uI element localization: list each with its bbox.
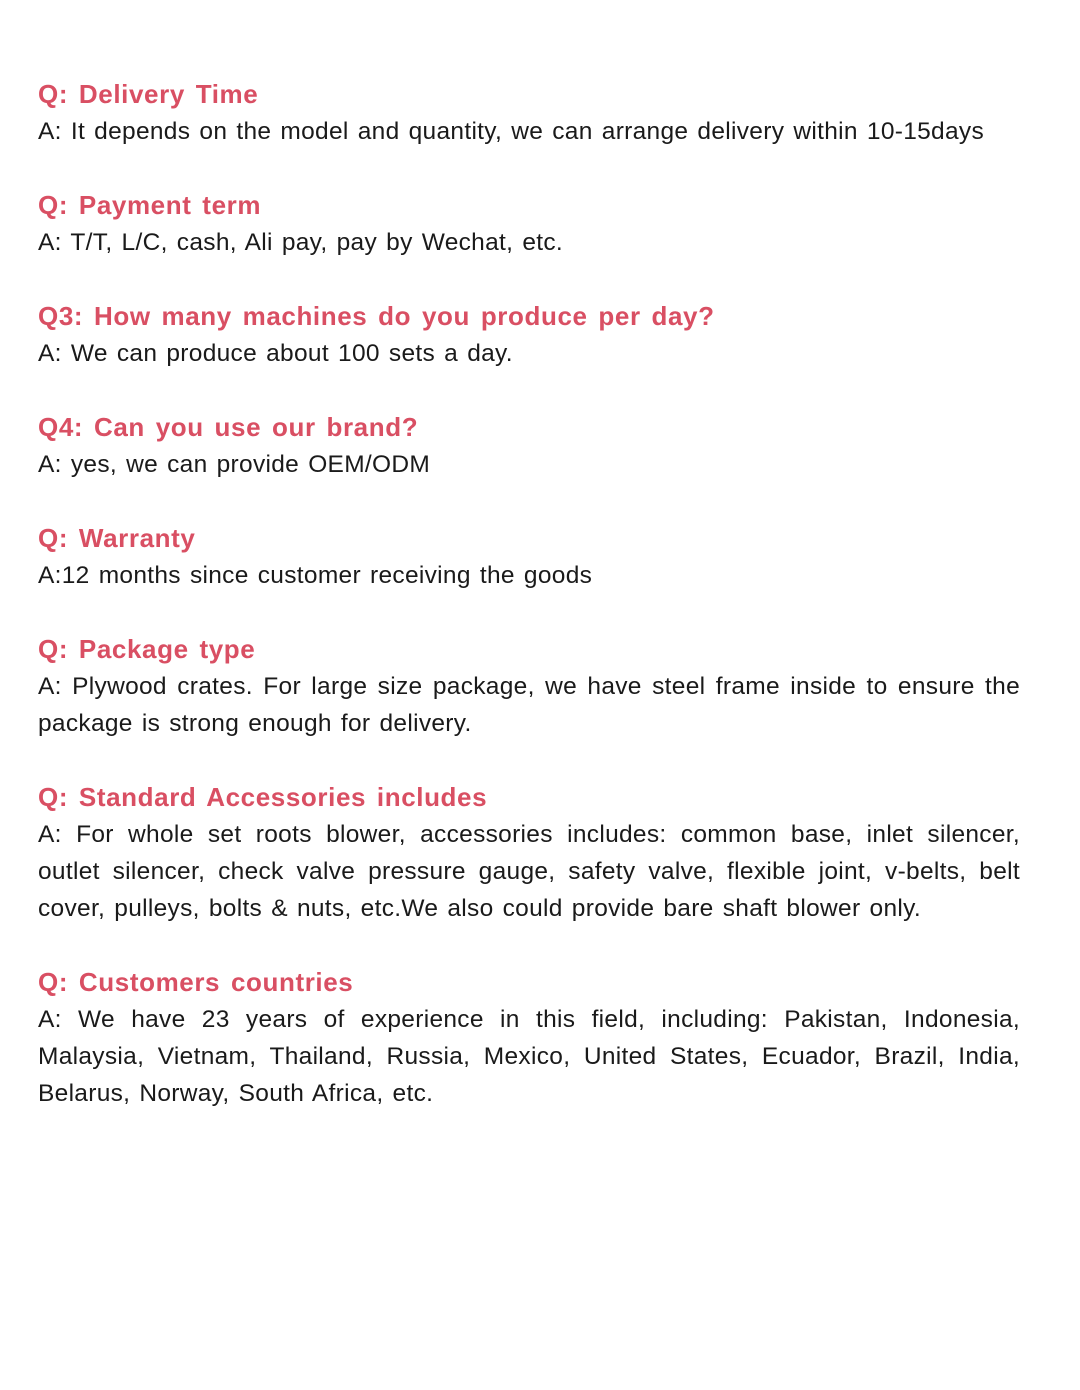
faq-item-delivery-time [38, 76, 1020, 150]
faq-answer: A:12 months since customer receiving the goods [38, 562, 593, 589]
faq-answer: A: yes, we can provide OEM/ODM [38, 451, 431, 478]
faq-question: Q: Customers countries [38, 967, 354, 997]
faq-item-package-type [38, 631, 1020, 742]
faq-item-production-capacity [38, 298, 1020, 372]
faq-item-warranty [38, 520, 1020, 594]
faq-answer: A: We can produce about 100 sets a day. [38, 340, 513, 367]
faq-question: Q: Package type [38, 634, 256, 664]
faq-item-payment-term [38, 187, 1020, 261]
faq-item-standard-accessories [38, 779, 1020, 927]
faq-answer: A: We have 23 years of experience in this field, including: Pakistan, Indonesia, Malaysia, Vietnam, Thailand, Russia, Mexico, United States, Ecuador, Brazil, India, Belarus, Norway, South Africa, etc. [38, 1006, 1020, 1107]
faq-answer: A: Plywood crates. For large size package, we have steel frame inside to ensure the package is strong enough for delivery. [38, 673, 1020, 737]
faq-answer: A: It depends on the model and quantity, we can arrange delivery within 10-15days [38, 118, 985, 145]
faq-list [38, 76, 1020, 1149]
faq-item-brand [38, 409, 1020, 483]
faq-question: Q: Payment term [38, 190, 262, 220]
faq-answer: A: T/T, L/C, cash, Ali pay, pay by Wechat, etc. [38, 229, 564, 256]
faq-question: Q4: Can you use our brand? [38, 412, 419, 442]
faq-question: Q3: How many machines do you produce per day? [38, 301, 715, 331]
faq-question: Q: Standard Accessories includes [38, 782, 488, 812]
faq-question: Q: Warranty [38, 523, 196, 553]
faq-answer: A: For whole set roots blower, accessories includes: common base, inlet silencer, outlet silencer, check valve pressure gauge, safety valve, flexible joint, v-belts, belt cover, pulleys, bolts & nuts, etc.We also could provide bare shaft blower only. [38, 821, 1020, 922]
faq-item-customer-countries [38, 964, 1020, 1112]
faq-question: Q: Delivery Time [38, 79, 259, 109]
